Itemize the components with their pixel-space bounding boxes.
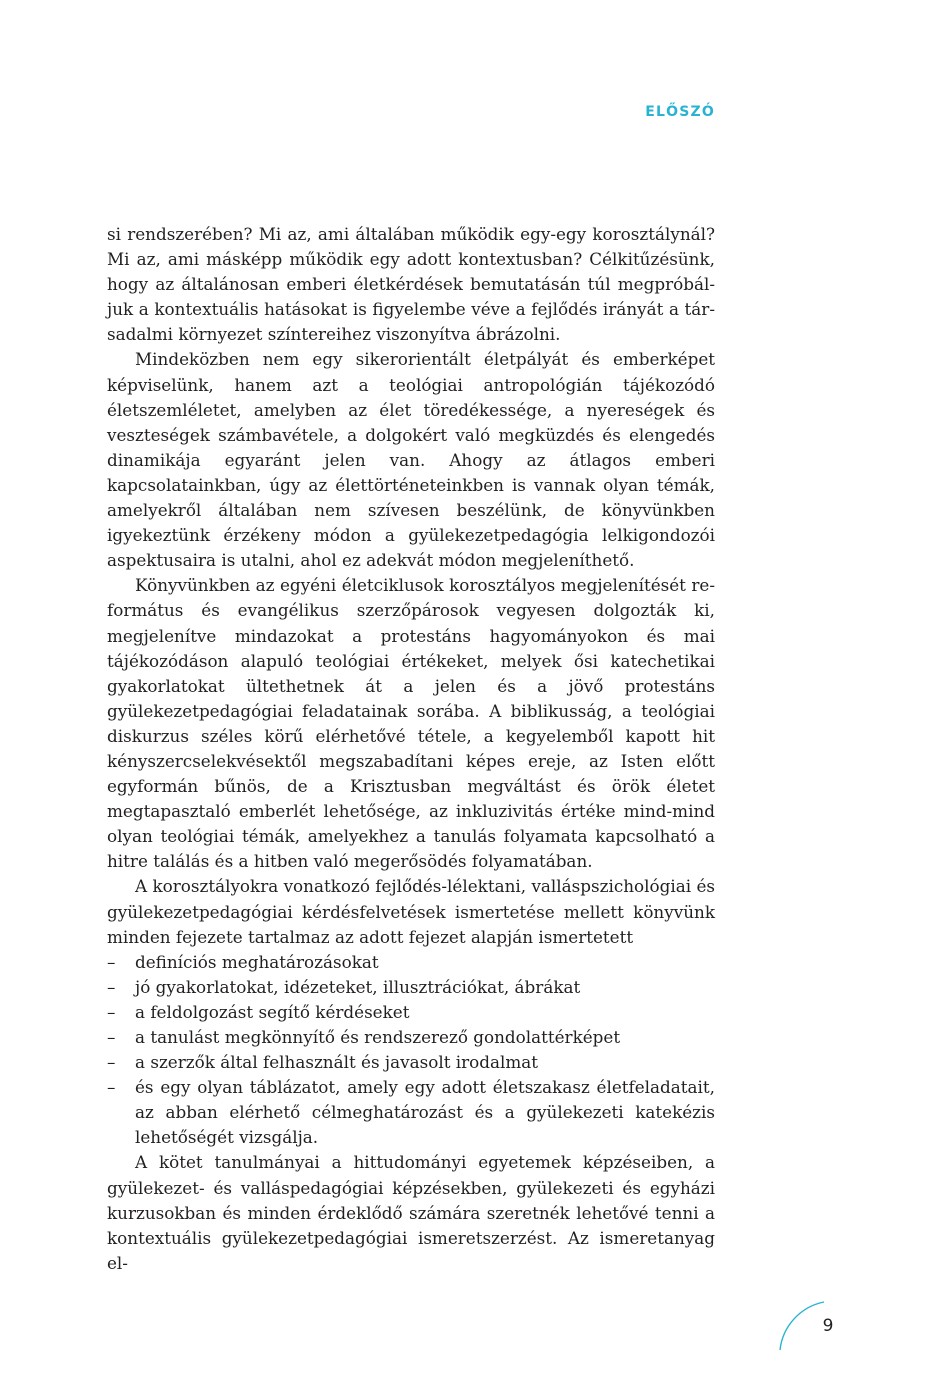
- body-text: [107, 222, 715, 1276]
- list-item: [107, 950, 715, 975]
- list-item: [107, 1000, 715, 1025]
- list-item: [107, 975, 715, 1000]
- list-item: [107, 1075, 715, 1150]
- list-item: [107, 1025, 715, 1050]
- paragraph: si rendszerében? Mi az, ami általában működik egy-egy korosztálynál? Mi az, ami másképp működik egy adott kontextusban? Célkitűzésünk, hogy az általánosan emberi életkérdések bemutatásán túl megpróbáljuk a kontextuális hatásokat is figyelembe véve a fejlődés irányát a társadalmi környezet színtereihez viszonyítva ábrázolni.: [107, 224, 715, 345]
- dash-marker: –: [107, 1052, 116, 1073]
- dash-marker: –: [107, 976, 116, 997]
- list-item: [107, 1050, 715, 1075]
- paragraph: Mindeközben nem egy sikerorientált életpályát és emberképet képviselünk, hanem azt a teológiai antropológián tájékozódó életszemléletet, amelyben az élet töredékessége, a nyereségek és veszteségek számbavétele, a dolgokért való megküzdés és elengedés dinamikája egyaránt jelen van. Ahogy az átlagos emberi kapcsolatainkban, úgy az élettörténeteinkben is vannak olyan témák, amelyekről általában nem szívesen beszélünk, de könyvünkben igyekeztünk érzékeny módon a gyülekezetpedagógia lelkigondozói aspektusaira is utalni, ahol ez adekvát módon megjeleníthető.: [107, 349, 715, 571]
- bullet-list: [107, 950, 715, 1151]
- page-number: 9: [822, 1316, 834, 1336]
- dash-marker: –: [107, 1001, 116, 1022]
- paragraph: Könyvünkben az egyéni életciklusok korosztályos megjelenítését református és evangélikus szerzőpárosok vegyesen dolgozták ki, megjelenítve mindazokat a protestáns hagyományokon és mai tájékozódáson alapuló teológiai értékeket, melyek ősi katechetikai gyakorlatokat ültethetnek át a jelen és a jövő protestáns gyülekezetpedagógiai feladatainak sorába. A biblikusság, a teológiai diskurzus széles körű elérhetővé tétele, a kegyelemből kapott hit kényszercselekvésektől megszabadítani képes ereje, az Isten előtt egyformán bűnös, de a Krisztusban megváltást és örök életet megtapasztaló emberlét lehetősége, az inkluzivitás értéke mind-mind olyan teológiai témák, amelyekhez a tanulás folyamata kapcsolható a hitre találás és a hitben való megerősödés folyamatában.: [107, 575, 715, 872]
- list-item-text: és egy olyan táblázatot, amely egy adott életszakasz életfeladatait, az abban elérhető célmeghatározást és a gyülekezeti katekézis lehetőségét vizsgálja.: [135, 1077, 715, 1148]
- running-head: ELŐSZÓ: [645, 104, 715, 120]
- dash-marker: –: [107, 1077, 116, 1098]
- dash-marker: –: [107, 951, 116, 972]
- list-item-text: a feldolgozást segítő kérdéseket: [135, 1001, 410, 1022]
- paragraph: A kötet tanulmányai a hittudományi egyetemek képzéseiben, a gyülekezet- és valláspedagógiai képzésekben, gyülekezeti és egyházi kurzusokban és minden érdeklődő számára szeretnék lehetővé tenni a kontextuális gyülekezetpedagógiai ismeretszerzést. Az ismeretanyag el-: [107, 1152, 715, 1273]
- list-item-text: jó gyakorlatokat, idézeteket, illusztrációkat, ábrákat: [135, 976, 581, 997]
- list-item-text: a tanulást megkönnyítő és rendszerező gondolattérképet: [135, 1027, 621, 1047]
- dash-marker: –: [107, 1027, 116, 1047]
- list-item-text: definíciós meghatározásokat: [135, 951, 379, 972]
- list-item-text: a szerzők által felhasznált és javasolt irodalmat: [135, 1052, 539, 1073]
- paragraph: A korosztályokra vonatkozó fejlődés-lélektani, valláspszichológiai és gyülekezetpedagógiai kérdésfelvetések ismertetése mellett könyvünk minden fejezete tartalmaz az adott fejezet alapján ismertetett: [107, 876, 715, 947]
